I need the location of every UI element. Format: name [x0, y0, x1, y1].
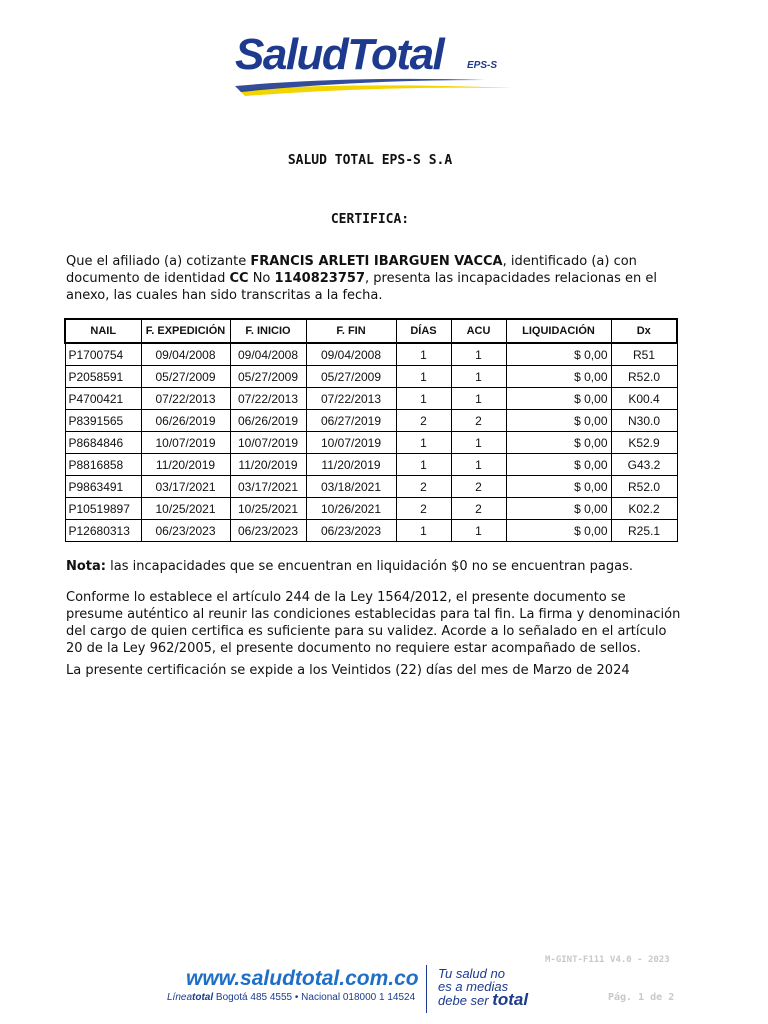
document-number: 1140823757: [274, 271, 365, 286]
cell-fin: 10/26/2021: [306, 498, 396, 520]
header-liquidacion: LIQUIDACIÓN: [506, 319, 611, 343]
cell-dias: 2: [396, 498, 451, 520]
slogan-line-2: es a medias: [438, 979, 509, 994]
slogan-line-3: debe ser: [438, 993, 489, 1008]
cell-acu: 1: [451, 366, 506, 388]
cell-liquidacion: $ 0,00: [506, 388, 611, 410]
cell-nail: P8391565: [65, 410, 141, 432]
cell-liquidacion: $ 0,00: [506, 476, 611, 498]
slogan-brand: total: [492, 990, 529, 1009]
cell-expedicion: 05/27/2009: [141, 366, 230, 388]
cell-fin: 09/04/2008: [306, 343, 396, 366]
table-row: [65, 388, 677, 410]
table-header-row: [65, 319, 677, 343]
intro-paragraph: [66, 253, 686, 304]
intro-text-4: , presenta las incapacidades relacionas en el anexo, las cuales han sido transcritas a la fecha.: [66, 271, 658, 303]
website-link[interactable]: www.saludtotal.com.co: [186, 967, 419, 990]
cell-inicio: 03/17/2021: [230, 476, 306, 498]
document-subtitle: CERTIFICA:: [330, 212, 410, 227]
legal-paragraph: Conforme lo establece el artículo 244 de la Ley 1564/2012, el presente documento se presume auténtico al reunir las condiciones establecidas para tal fin. La firma y denominación del cargo de quien certifica es suficiente para su validez. Acorde a lo señalado en el artículo 20 de la Ley 962/2005, el presente documento no requiere estar acompañado de sellos.: [66, 590, 681, 656]
cell-nail: P10519897: [65, 498, 141, 520]
cell-expedicion: 07/22/2013: [141, 388, 230, 410]
header-expedicion: F. EXPEDICIÓN: [141, 319, 230, 343]
cell-dx: R25.1: [611, 520, 677, 542]
cell-dx: K00.4: [611, 388, 677, 410]
cell-fin: 05/27/2009: [306, 366, 396, 388]
intro-text-1: Que el afiliado (a) cotizante: [66, 254, 251, 269]
table-row: [65, 476, 677, 498]
cell-acu: 1: [451, 432, 506, 454]
cell-dx: K52.9: [611, 432, 677, 454]
cell-fin: 06/23/2023: [306, 520, 396, 542]
cell-dx: R52.0: [611, 366, 677, 388]
cell-dx: R52.0: [611, 476, 677, 498]
cell-fin: 06/27/2019: [306, 410, 396, 432]
cell-inicio: 10/07/2019: [230, 432, 306, 454]
cell-liquidacion: $ 0,00: [506, 520, 611, 542]
logo-swoosh-icon: [235, 70, 515, 100]
form-code: M-GINT-F111 V4.0 - 2023: [545, 955, 670, 965]
cell-dx: G43.2: [611, 454, 677, 476]
cell-acu: 1: [451, 520, 506, 542]
cell-liquidacion: $ 0,00: [506, 432, 611, 454]
cell-inicio: 06/26/2019: [230, 410, 306, 432]
cell-inicio: 10/25/2021: [230, 498, 306, 520]
cell-acu: 2: [451, 476, 506, 498]
cell-dias: 1: [396, 520, 451, 542]
cell-dias: 1: [396, 454, 451, 476]
document-title: SALUD TOTAL EPS-S S.A: [287, 153, 453, 168]
cell-inicio: 05/27/2009: [230, 366, 306, 388]
cell-inicio: 11/20/2019: [230, 454, 306, 476]
page-number: Pág. 1 de 2: [608, 992, 675, 1003]
intro-text-2: , identificado (a) con documento de identidad: [66, 254, 637, 286]
cell-liquidacion: $ 0,00: [506, 343, 611, 366]
cell-dias: 1: [396, 432, 451, 454]
cell-fin: 03/18/2021: [306, 476, 396, 498]
issue-paragraph: La presente certificación se expide a los Veintidos (22) días del mes de Marzo de 2024: [66, 663, 630, 678]
cell-nail: P4700421: [65, 388, 141, 410]
cell-nail: P12680313: [65, 520, 141, 542]
cell-expedicion: 10/25/2021: [141, 498, 230, 520]
cell-nail: P8816858: [65, 454, 141, 476]
note-text: las incapacidades que se encuentran en liquidación $0 no se encuentran pagas.: [106, 559, 633, 574]
intro-text-3: No: [248, 271, 275, 286]
incapacities-table: [64, 318, 678, 542]
table-row: [65, 432, 677, 454]
cell-liquidacion: $ 0,00: [506, 498, 611, 520]
table-row: [65, 366, 677, 388]
cell-dias: 1: [396, 343, 451, 366]
cell-expedicion: 06/23/2023: [141, 520, 230, 542]
cell-liquidacion: $ 0,00: [506, 366, 611, 388]
cell-dx: K02.2: [611, 498, 677, 520]
cell-nail: P2058591: [65, 366, 141, 388]
note-paragraph: [66, 558, 686, 575]
phone-line: [167, 992, 415, 1003]
cell-liquidacion: $ 0,00: [506, 454, 611, 476]
cell-expedicion: 09/04/2008: [141, 343, 230, 366]
table-row: [65, 343, 677, 366]
cell-dx: R51: [611, 343, 677, 366]
header-dx: Dx: [611, 319, 677, 343]
line-label: Línea: [167, 992, 193, 1003]
footer-divider: [426, 965, 427, 1013]
cell-fin: 07/22/2013: [306, 388, 396, 410]
header-inicio: F. INICIO: [230, 319, 306, 343]
logo-wordmark: SaludTotal: [235, 30, 444, 79]
cell-inicio: 09/04/2008: [230, 343, 306, 366]
cell-acu: 2: [451, 410, 506, 432]
table-row: [65, 498, 677, 520]
cell-nail: P8684846: [65, 432, 141, 454]
line-brand: total: [192, 992, 214, 1003]
affiliate-name: FRANCIS ARLETI IBARGUEN VACCA: [250, 254, 503, 269]
cell-dias: 2: [396, 410, 451, 432]
cell-dias: 1: [396, 388, 451, 410]
cell-expedicion: 06/26/2019: [141, 410, 230, 432]
table-row: [65, 520, 677, 542]
cell-fin: 10/07/2019: [306, 432, 396, 454]
document-type: CC: [229, 271, 249, 286]
cell-inicio: 07/22/2013: [230, 388, 306, 410]
slogan-line-1: Tu salud no: [438, 966, 505, 981]
logo-suffix: EPS-S: [467, 60, 498, 71]
cell-dias: 1: [396, 366, 451, 388]
salud-total-logo: [235, 30, 515, 100]
table-row: [65, 410, 677, 432]
cell-nail: P9863491: [65, 476, 141, 498]
note-label: Nota:: [66, 559, 106, 574]
slogan: [438, 967, 528, 1007]
cell-dias: 2: [396, 476, 451, 498]
header-acu: ACU: [451, 319, 506, 343]
cell-expedicion: 11/20/2019: [141, 454, 230, 476]
cell-acu: 1: [451, 343, 506, 366]
header-dias: DÍAS: [396, 319, 451, 343]
header-fin: F. FIN: [306, 319, 396, 343]
cell-expedicion: 10/07/2019: [141, 432, 230, 454]
cell-acu: 1: [451, 454, 506, 476]
cell-nail: P1700754: [65, 343, 141, 366]
header-nail: NAIL: [65, 319, 141, 343]
cell-fin: 11/20/2019: [306, 454, 396, 476]
cell-inicio: 06/23/2023: [230, 520, 306, 542]
cell-acu: 1: [451, 388, 506, 410]
phone-numbers: Bogotá 485 4555 • Nacional 018000 1 14524: [213, 992, 416, 1003]
cell-acu: 2: [451, 498, 506, 520]
cell-expedicion: 03/17/2021: [141, 476, 230, 498]
cell-liquidacion: $ 0,00: [506, 410, 611, 432]
table-row: [65, 454, 677, 476]
cell-dx: N30.0: [611, 410, 677, 432]
